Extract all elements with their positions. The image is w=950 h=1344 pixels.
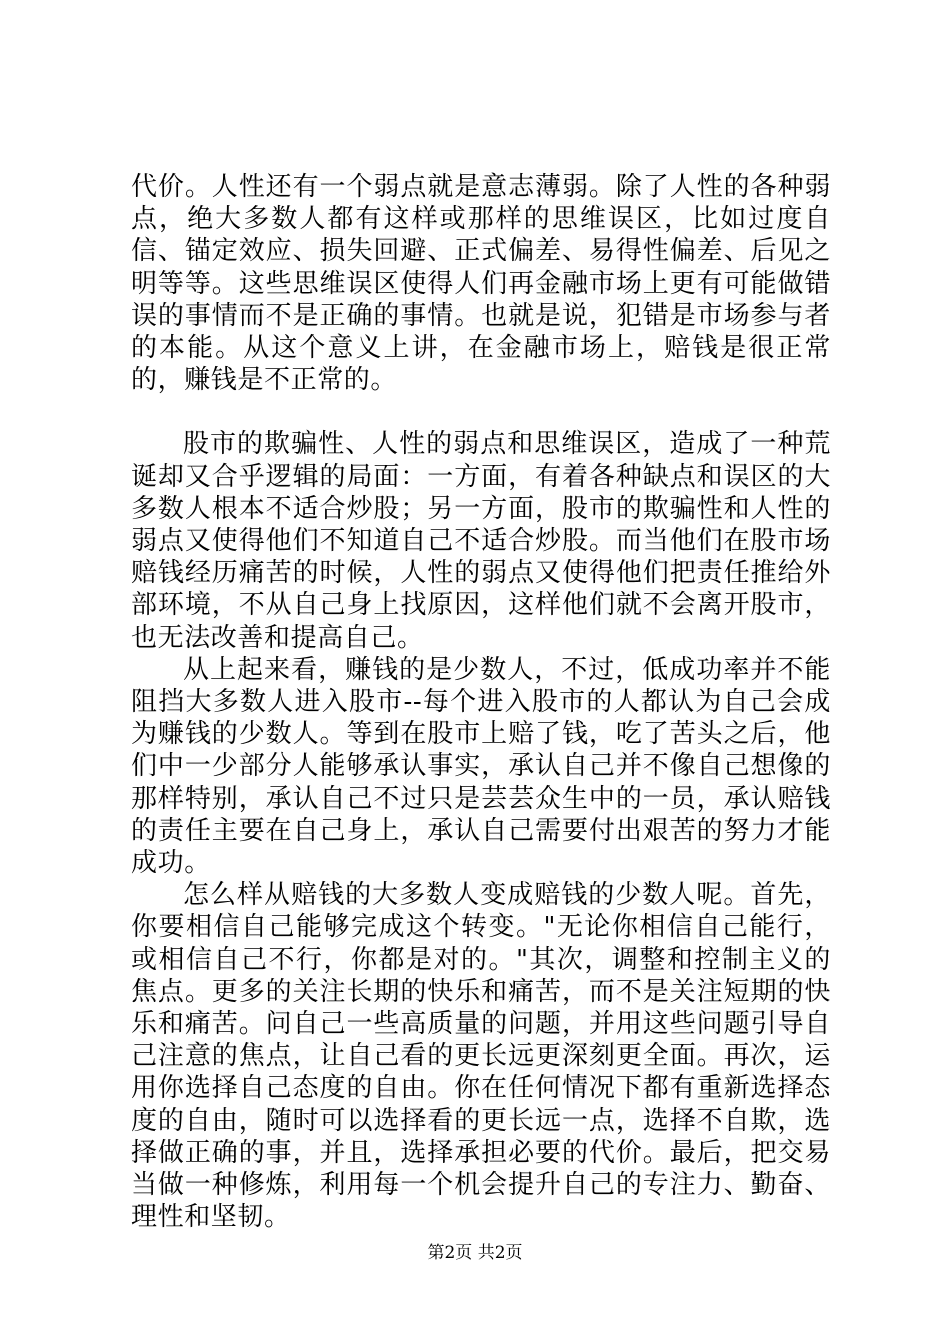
page-number-footer: 第2页 共2页	[427, 1243, 523, 1263]
paragraph-4: 怎么样从赔钱的大多数人变成赔钱的少数人呢。首先，你要相信自己能够完成这个转变。"无论你相信自己能行，或相信自己不行，你都是对的。"其次，调整和控制主义的焦点。更多的关注长期的快乐和痛苦，而不是关注短期的快乐和痛苦。问自己一些高质量的问题，并用这些问题引导自己注意的焦点，让自己看的更长远更深刻更全面。再次，运用你选择自己态度的自由。你在任何情况下都有重新选择态度的自由，随时可以选择看的更长远一点，选择不自欺，选择做正确的事，并且，选择承担必要的代价。最后，把交易当做一种修炼，利用每一个机会提升自己的专注力、勤奋、理性和坚韧。	[131, 880, 831, 1233]
document-body	[131, 171, 831, 1234]
paragraph-2: 股市的欺骗性、人性的弱点和思维误区，造成了一种荒诞却又合乎逻辑的局面：一方面，有着各种缺点和误区的大多数人根本不适合炒股；另一方面，股市的欺骗性和人性的弱点又使得他们不知道自己不适合炒股。而当他们在股市场赔钱经历痛苦的时候，人性的弱点又使得他们把责任推给外部环境，不从自己身上找原因，这样他们就不会离开股市，也无法改善和提高自己。	[131, 429, 831, 653]
paragraph-1: 代价。人性还有一个弱点就是意志薄弱。除了人性的各种弱点，绝大多数人都有这样或那样的思维误区，比如过度自信、锚定效应、损失回避、正式偏差、易得性偏差、后见之明等等。这些思维误区使得人们再金融市场上更有可能做错误的事情而不是正确的事情。也就是说，犯错是市场参与者的本能。从这个意义上讲，在金融市场上，赔钱是很正常的，赚钱是不正常的。	[131, 172, 831, 396]
paragraph-3: 从上起来看，赚钱的是少数人，不过，低成功率并不能阻挡大多数人进入股市--每个进入股市的人都认为自己会成为赚钱的少数人。等到在股市上赔了钱，吃了苦头之后，他们中一少部分人能够承认事实，承认自己并不像自己想像的那样特别，承认自己不过只是芸芸众生中的一员，承认赔钱的责任主要在自己身上，承认自己需要付出艰苦的努力才能成功。	[131, 654, 831, 879]
